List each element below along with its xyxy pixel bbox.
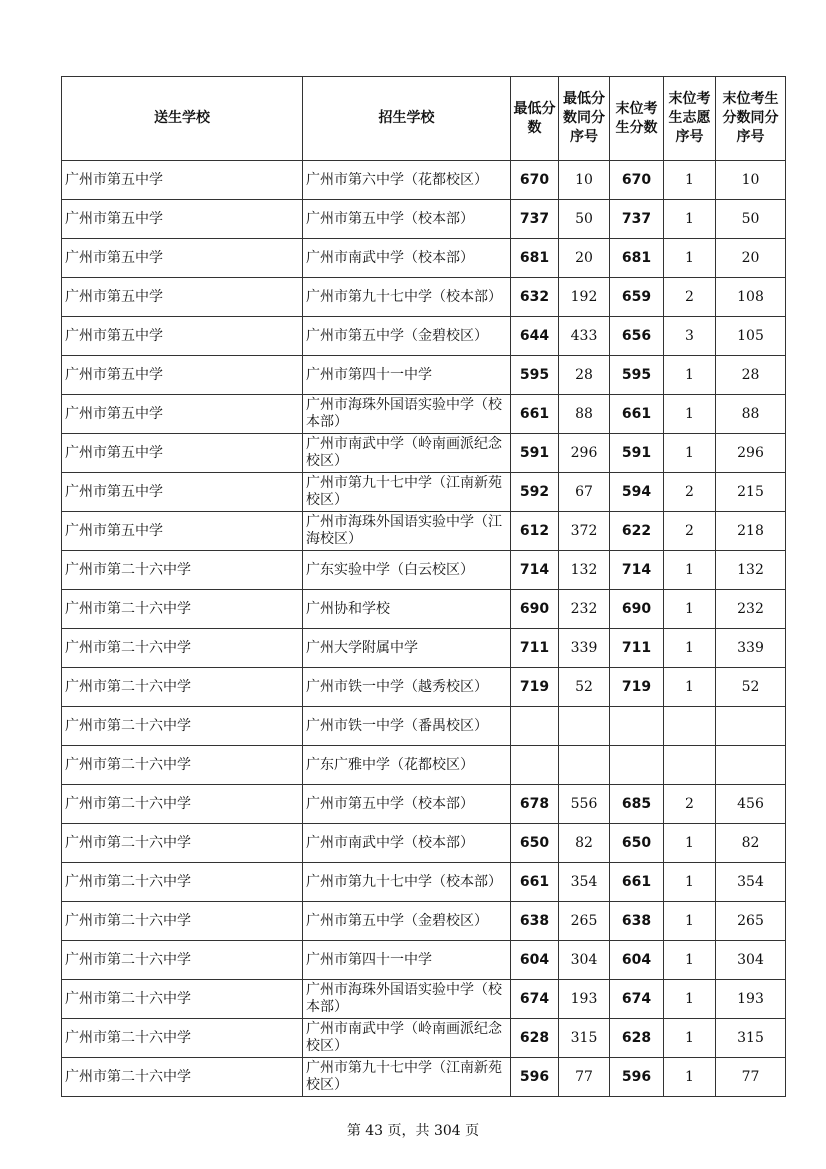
table-row — [62, 278, 786, 317]
admitting-school-cell: 广州市第六中学（花都校区） — [303, 161, 511, 200]
admitting-school-cell: 广州市南武中学（校本部） — [303, 824, 511, 863]
min-score-tie-cell — [559, 746, 610, 785]
last-score-cell: 594 — [610, 473, 664, 512]
admitting-school-cell: 广州市第四十一中学 — [303, 941, 511, 980]
last-score-cell: 719 — [610, 668, 664, 707]
min-score-tie-cell: 315 — [559, 1019, 610, 1058]
last-choice-cell: 3 — [664, 317, 716, 356]
header-last-score-tie-rank: 末位考生分数同分序号 — [716, 77, 786, 161]
table-row — [62, 1058, 786, 1097]
last-score-tie-cell — [716, 707, 786, 746]
sending-school-cell: 广州市第二十六中学 — [62, 668, 303, 707]
last-choice-cell: 1 — [664, 1019, 716, 1058]
last-choice-cell: 1 — [664, 668, 716, 707]
header-sending-school: 送生学校 — [62, 77, 303, 161]
table-row — [62, 590, 786, 629]
header-last-choice-rank: 末位考生志愿序号 — [664, 77, 716, 161]
min-score-cell: 670 — [511, 161, 559, 200]
table-row — [62, 161, 786, 200]
last-score-cell: 737 — [610, 200, 664, 239]
last-score-cell: 670 — [610, 161, 664, 200]
last-choice-cell: 1 — [664, 902, 716, 941]
last-choice-cell: 2 — [664, 278, 716, 317]
table-row — [62, 473, 786, 512]
min-score-tie-cell: 433 — [559, 317, 610, 356]
table-row — [62, 785, 786, 824]
min-score-cell: 612 — [511, 512, 559, 551]
min-score-tie-cell: 67 — [559, 473, 610, 512]
sending-school-cell: 广州市第五中学 — [62, 200, 303, 239]
min-score-tie-cell: 232 — [559, 590, 610, 629]
admitting-school-cell: 广州市第四十一中学 — [303, 356, 511, 395]
last-score-tie-cell: 132 — [716, 551, 786, 590]
admitting-school-cell: 广州市第五中学（金碧校区） — [303, 902, 511, 941]
last-score-tie-cell: 232 — [716, 590, 786, 629]
admitting-school-cell: 广州市铁一中学（越秀校区） — [303, 668, 511, 707]
last-score-tie-cell: 315 — [716, 1019, 786, 1058]
admitting-school-cell: 广州市第九十七中学（校本部） — [303, 278, 511, 317]
admitting-school-cell: 广州市第九十七中学（校本部） — [303, 863, 511, 902]
table-row — [62, 317, 786, 356]
min-score-cell: 591 — [511, 434, 559, 473]
last-score-tie-cell: 354 — [716, 863, 786, 902]
last-choice-cell: 1 — [664, 590, 716, 629]
last-score-cell — [610, 707, 664, 746]
min-score-cell: 681 — [511, 239, 559, 278]
last-choice-cell: 1 — [664, 239, 716, 278]
last-score-cell: 681 — [610, 239, 664, 278]
sending-school-cell: 广州市第五中学 — [62, 356, 303, 395]
min-score-cell: 737 — [511, 200, 559, 239]
sending-school-cell: 广州市第二十六中学 — [62, 824, 303, 863]
admitting-school-cell: 广州市南武中学（校本部） — [303, 239, 511, 278]
min-score-cell: 628 — [511, 1019, 559, 1058]
last-score-tie-cell: 215 — [716, 473, 786, 512]
min-score-cell — [511, 746, 559, 785]
min-score-cell: 604 — [511, 941, 559, 980]
admitting-school-cell: 广州市第五中学（金碧校区） — [303, 317, 511, 356]
sending-school-cell: 广州市第五中学 — [62, 278, 303, 317]
last-score-tie-cell: 193 — [716, 980, 786, 1019]
table-row — [62, 980, 786, 1019]
last-choice-cell: 1 — [664, 434, 716, 473]
min-score-tie-cell: 20 — [559, 239, 610, 278]
last-choice-cell: 2 — [664, 785, 716, 824]
min-score-tie-cell: 82 — [559, 824, 610, 863]
last-score-tie-cell: 88 — [716, 395, 786, 434]
min-score-tie-cell: 556 — [559, 785, 610, 824]
sending-school-cell: 广州市第二十六中学 — [62, 551, 303, 590]
last-choice-cell: 1 — [664, 863, 716, 902]
last-score-tie-cell: 456 — [716, 785, 786, 824]
last-score-cell: 638 — [610, 902, 664, 941]
admitting-school-cell: 广州大学附属中学 — [303, 629, 511, 668]
table-row — [62, 707, 786, 746]
min-score-cell: 674 — [511, 980, 559, 1019]
admitting-school-cell: 广州协和学校 — [303, 590, 511, 629]
min-score-tie-cell: 77 — [559, 1058, 610, 1097]
last-score-cell: 604 — [610, 941, 664, 980]
last-score-tie-cell: 20 — [716, 239, 786, 278]
min-score-cell: 595 — [511, 356, 559, 395]
admitting-school-cell: 广州市第五中学（校本部） — [303, 785, 511, 824]
last-score-cell: 628 — [610, 1019, 664, 1058]
last-score-tie-cell: 108 — [716, 278, 786, 317]
sending-school-cell: 广州市第五中学 — [62, 434, 303, 473]
page-footer: 第 43 页，共 304 页 — [346, 1123, 480, 1139]
last-score-cell: 685 — [610, 785, 664, 824]
last-score-cell: 661 — [610, 863, 664, 902]
min-score-cell: 661 — [511, 395, 559, 434]
sending-school-cell: 广州市第五中学 — [62, 161, 303, 200]
last-choice-cell: 1 — [664, 941, 716, 980]
table-row — [62, 746, 786, 785]
last-choice-cell — [664, 707, 716, 746]
last-score-cell: 661 — [610, 395, 664, 434]
admitting-school-cell: 广州市第九十七中学（江南新苑校区） — [303, 1058, 511, 1097]
min-score-cell: 644 — [511, 317, 559, 356]
last-score-cell: 622 — [610, 512, 664, 551]
min-score-tie-cell: 132 — [559, 551, 610, 590]
sending-school-cell: 广州市第二十六中学 — [62, 863, 303, 902]
sending-school-cell: 广州市第五中学 — [62, 239, 303, 278]
admitting-school-cell: 广州市海珠外国语实验中学（江海校区） — [303, 512, 511, 551]
table-row — [62, 395, 786, 434]
last-choice-cell: 1 — [664, 356, 716, 395]
min-score-tie-cell: 339 — [559, 629, 610, 668]
last-choice-cell: 1 — [664, 200, 716, 239]
min-score-tie-cell: 10 — [559, 161, 610, 200]
header-min-score-tie-rank: 最低分数同分序号 — [559, 77, 610, 161]
sending-school-cell: 广州市第二十六中学 — [62, 941, 303, 980]
min-score-cell: 714 — [511, 551, 559, 590]
last-score-cell: 714 — [610, 551, 664, 590]
admitting-school-cell: 广州市南武中学（岭南画派纪念校区） — [303, 1019, 511, 1058]
last-choice-cell: 1 — [664, 395, 716, 434]
last-choice-cell: 1 — [664, 824, 716, 863]
sending-school-cell: 广州市第二十六中学 — [62, 785, 303, 824]
last-score-cell: 596 — [610, 1058, 664, 1097]
sending-school-cell: 广州市第二十六中学 — [62, 629, 303, 668]
last-choice-cell: 1 — [664, 161, 716, 200]
min-score-tie-cell: 88 — [559, 395, 610, 434]
header-last-score: 末位考生分数 — [610, 77, 664, 161]
last-score-tie-cell: 218 — [716, 512, 786, 551]
last-choice-cell: 2 — [664, 512, 716, 551]
table-row — [62, 356, 786, 395]
min-score-cell: 632 — [511, 278, 559, 317]
last-choice-cell: 1 — [664, 980, 716, 1019]
header-admitting-school: 招生学校 — [303, 77, 511, 161]
sending-school-cell: 广州市第五中学 — [62, 317, 303, 356]
min-score-cell: 711 — [511, 629, 559, 668]
table-row — [62, 629, 786, 668]
min-score-tie-cell: 193 — [559, 980, 610, 1019]
last-score-cell — [610, 746, 664, 785]
last-choice-cell: 1 — [664, 1058, 716, 1097]
table-row — [62, 239, 786, 278]
min-score-tie-cell — [559, 707, 610, 746]
table-row — [62, 668, 786, 707]
admitting-school-cell: 广州市海珠外国语实验中学（校本部） — [303, 395, 511, 434]
sending-school-cell: 广州市第二十六中学 — [62, 707, 303, 746]
min-score-cell: 678 — [511, 785, 559, 824]
last-score-tie-cell: 105 — [716, 317, 786, 356]
last-score-cell: 690 — [610, 590, 664, 629]
table-header-row — [62, 77, 786, 161]
last-score-cell: 674 — [610, 980, 664, 1019]
last-score-tie-cell: 50 — [716, 200, 786, 239]
min-score-tie-cell: 354 — [559, 863, 610, 902]
last-score-tie-cell: 265 — [716, 902, 786, 941]
admitting-school-cell: 广州市南武中学（岭南画派纪念校区） — [303, 434, 511, 473]
last-score-tie-cell: 10 — [716, 161, 786, 200]
table-row — [62, 512, 786, 551]
min-score-tie-cell: 372 — [559, 512, 610, 551]
last-score-tie-cell: 77 — [716, 1058, 786, 1097]
last-score-tie-cell: 82 — [716, 824, 786, 863]
last-score-cell: 591 — [610, 434, 664, 473]
min-score-cell: 596 — [511, 1058, 559, 1097]
last-score-cell: 711 — [610, 629, 664, 668]
sending-school-cell: 广州市第五中学 — [62, 512, 303, 551]
last-choice-cell: 2 — [664, 473, 716, 512]
last-score-tie-cell: 339 — [716, 629, 786, 668]
table-row — [62, 200, 786, 239]
admitting-school-cell: 广州市第九十七中学（江南新苑校区） — [303, 473, 511, 512]
admitting-school-cell: 广州市铁一中学（番禺校区） — [303, 707, 511, 746]
sending-school-cell: 广州市第五中学 — [62, 395, 303, 434]
last-score-cell: 659 — [610, 278, 664, 317]
min-score-tie-cell: 265 — [559, 902, 610, 941]
min-score-tie-cell: 28 — [559, 356, 610, 395]
min-score-tie-cell: 50 — [559, 200, 610, 239]
table-row — [62, 941, 786, 980]
last-score-tie-cell: 28 — [716, 356, 786, 395]
last-score-cell: 595 — [610, 356, 664, 395]
table-row — [62, 902, 786, 941]
min-score-cell: 638 — [511, 902, 559, 941]
min-score-cell: 650 — [511, 824, 559, 863]
last-choice-cell — [664, 746, 716, 785]
min-score-tie-cell: 296 — [559, 434, 610, 473]
sending-school-cell: 广州市第二十六中学 — [62, 980, 303, 1019]
last-score-tie-cell — [716, 746, 786, 785]
last-score-tie-cell: 296 — [716, 434, 786, 473]
sending-school-cell: 广州市第二十六中学 — [62, 1058, 303, 1097]
min-score-cell: 719 — [511, 668, 559, 707]
sending-school-cell: 广州市第二十六中学 — [62, 902, 303, 941]
sending-school-cell: 广州市第二十六中学 — [62, 746, 303, 785]
last-score-tie-cell: 52 — [716, 668, 786, 707]
min-score-cell: 592 — [511, 473, 559, 512]
sending-school-cell: 广州市第五中学 — [62, 473, 303, 512]
last-score-cell: 656 — [610, 317, 664, 356]
last-score-cell: 650 — [610, 824, 664, 863]
admission-score-table — [61, 76, 786, 1097]
min-score-tie-cell: 304 — [559, 941, 610, 980]
admitting-school-cell: 广州市第五中学（校本部） — [303, 200, 511, 239]
sending-school-cell: 广州市第二十六中学 — [62, 1019, 303, 1058]
admitting-school-cell: 广东广雅中学（花都校区） — [303, 746, 511, 785]
min-score-cell — [511, 707, 559, 746]
admitting-school-cell: 广州市海珠外国语实验中学（校本部） — [303, 980, 511, 1019]
table-row — [62, 551, 786, 590]
last-score-tie-cell: 304 — [716, 941, 786, 980]
min-score-cell: 661 — [511, 863, 559, 902]
last-choice-cell: 1 — [664, 551, 716, 590]
min-score-tie-cell: 192 — [559, 278, 610, 317]
last-choice-cell: 1 — [664, 629, 716, 668]
table-row — [62, 863, 786, 902]
header-min-score: 最低分数 — [511, 77, 559, 161]
sending-school-cell: 广州市第二十六中学 — [62, 590, 303, 629]
min-score-cell: 690 — [511, 590, 559, 629]
min-score-tie-cell: 52 — [559, 668, 610, 707]
admitting-school-cell: 广东实验中学（白云校区） — [303, 551, 511, 590]
table-row — [62, 434, 786, 473]
table-row — [62, 1019, 786, 1058]
score-table-container — [61, 76, 786, 1097]
table-row — [62, 824, 786, 863]
